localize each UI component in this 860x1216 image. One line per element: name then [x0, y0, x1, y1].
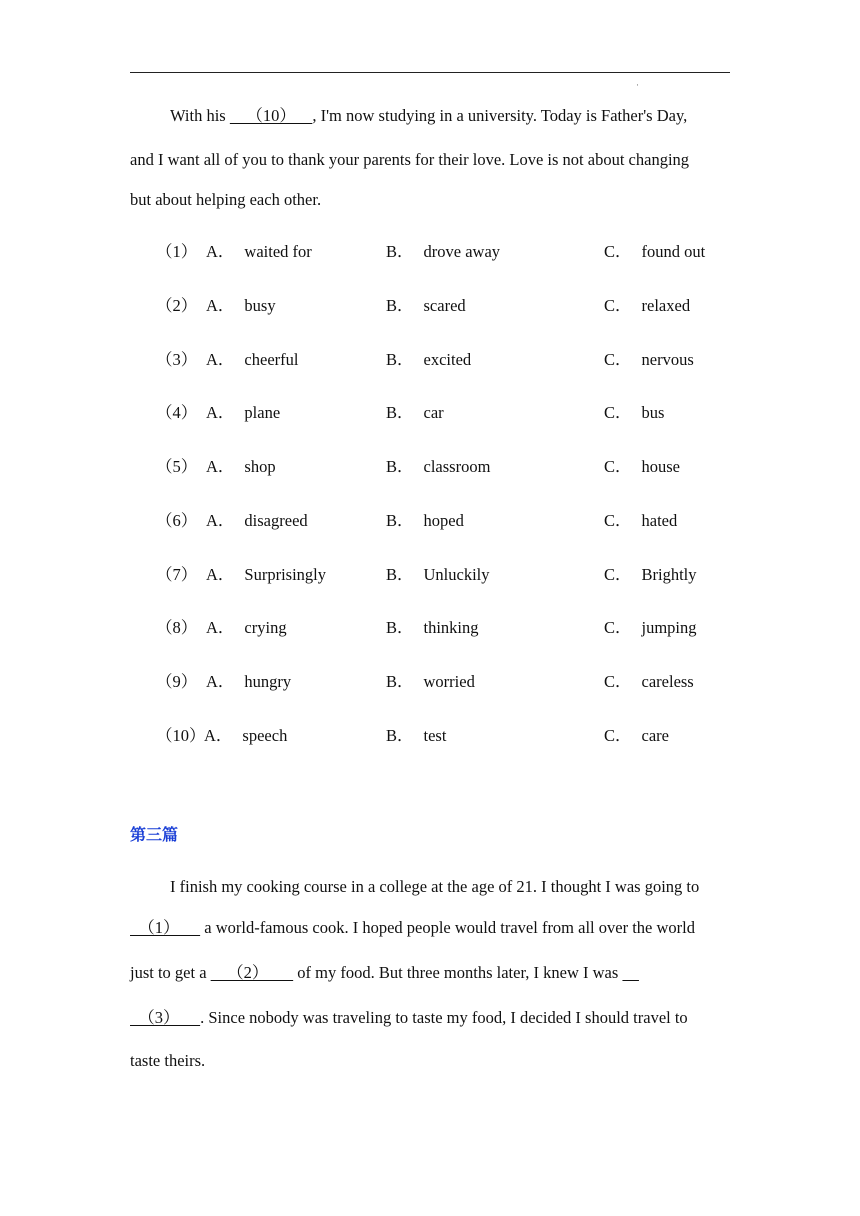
- option-a: [206, 346, 298, 370]
- option-b: [386, 507, 464, 531]
- blank-2: （2）: [210, 963, 294, 982]
- option-c: [604, 399, 664, 423]
- option-row: [156, 722, 736, 744]
- option-c: [604, 346, 694, 370]
- blank-10: （10）: [229, 106, 313, 125]
- section3-line2-post: a world-famous cook. I hoped people would travel from all over the world: [200, 918, 695, 937]
- option-b: [386, 668, 475, 692]
- section3-line3: [130, 962, 730, 984]
- option-row: [156, 238, 736, 260]
- option-letter: A．: [206, 457, 235, 476]
- option-c-text: care: [641, 726, 669, 745]
- option-letter: C．: [604, 242, 632, 261]
- option-row: [156, 292, 736, 314]
- header-rule: [130, 72, 730, 73]
- question-number: （7）: [156, 565, 198, 584]
- header-dot: ·: [636, 80, 639, 90]
- option-c-text: jumping: [641, 618, 697, 637]
- option-c: [604, 722, 669, 746]
- option-a: [206, 292, 276, 316]
- question-number: （2）: [156, 296, 198, 315]
- option-letter: B．: [386, 511, 414, 530]
- option-letter: C．: [604, 457, 632, 476]
- option-b-text: Unluckily: [423, 565, 490, 584]
- option-row: [156, 507, 736, 529]
- passage2-line1: [170, 105, 770, 127]
- option-letter: B．: [386, 296, 414, 315]
- option-c: [604, 292, 690, 316]
- option-b: [386, 453, 490, 477]
- option-a: [206, 238, 312, 262]
- option-c-text: relaxed: [641, 296, 691, 315]
- option-a-text: disagreed: [244, 511, 308, 530]
- option-a-text: plane: [244, 403, 281, 422]
- option-letter: C．: [604, 672, 632, 691]
- option-a: [206, 507, 308, 531]
- option-c: [604, 668, 694, 692]
- option-b-text: worried: [423, 672, 475, 691]
- question-number: （5）: [156, 457, 198, 476]
- option-a: [206, 399, 280, 423]
- question-number: （8）: [156, 618, 198, 637]
- section3-line2: [130, 917, 730, 939]
- option-row: [156, 399, 736, 421]
- option-letter: A．: [206, 296, 235, 315]
- option-a: [206, 668, 291, 692]
- option-c-text: house: [641, 457, 681, 476]
- passage2-line1-pre: With his: [170, 106, 230, 125]
- section3-line1: I finish my cooking course in a college at the age of 21. I thought I was going to: [170, 877, 700, 896]
- passage2-line2: and I want all of you to thank your parents for their love. Love is not about changing: [130, 150, 690, 169]
- option-b-text: thinking: [423, 618, 479, 637]
- option-c-text: found out: [641, 242, 706, 261]
- option-letter: A．: [204, 726, 233, 745]
- option-b: [386, 399, 444, 423]
- option-b-text: drove away: [423, 242, 501, 261]
- option-letter: A．: [206, 511, 235, 530]
- section3-line4-post: . Since nobody was traveling to taste my food, I decided I should travel to: [200, 1008, 688, 1027]
- option-b: [386, 561, 490, 585]
- option-letter: B．: [386, 242, 414, 261]
- option-row: [156, 453, 736, 475]
- option-c: [604, 453, 680, 477]
- option-row: [156, 614, 736, 636]
- option-a: [206, 561, 326, 585]
- option-letter: A．: [206, 242, 235, 261]
- option-c-text: careless: [641, 672, 694, 691]
- option-b-text: hoped: [423, 511, 464, 530]
- question-number: （1）: [156, 242, 198, 261]
- option-a-text: crying: [244, 618, 287, 637]
- option-letter: C．: [604, 565, 632, 584]
- option-a-text: speech: [242, 726, 288, 745]
- option-c: [604, 561, 697, 585]
- passage2-line3: but about helping each other.: [130, 190, 322, 209]
- option-letter: C．: [604, 296, 632, 315]
- option-a-text: cheerful: [244, 350, 299, 369]
- option-letter: B．: [386, 672, 414, 691]
- option-b: [386, 238, 500, 262]
- option-letter: B．: [386, 350, 414, 369]
- option-letter: C．: [604, 618, 632, 637]
- option-letter: C．: [604, 726, 632, 745]
- option-b-text: excited: [423, 350, 472, 369]
- section3-line3-post: of my food. But three months later, I knew I was: [293, 963, 623, 982]
- section3-line3-pre: just to get a: [130, 963, 211, 982]
- option-letter: C．: [604, 403, 632, 422]
- option-b-text: classroom: [423, 457, 491, 476]
- option-a-text: shop: [244, 457, 276, 476]
- option-b-text: scared: [423, 296, 466, 315]
- passage2-line1-post: , I'm now studying in a university. Today is Father's Day,: [312, 106, 688, 125]
- option-row: [156, 561, 736, 583]
- section3-line4: [130, 1007, 730, 1029]
- option-c-text: hated: [641, 511, 678, 530]
- section3-line5: taste theirs.: [130, 1051, 206, 1070]
- option-a-text: hungry: [244, 672, 292, 691]
- question-number: （6）: [156, 511, 198, 530]
- option-letter: C．: [604, 511, 632, 530]
- option-a-text: Surprisingly: [244, 565, 327, 584]
- option-c: [604, 238, 705, 262]
- option-c-text: nervous: [641, 350, 694, 369]
- option-letter: A．: [206, 403, 235, 422]
- question-number: （9）: [156, 672, 198, 691]
- option-a: [204, 722, 287, 746]
- option-letter: A．: [206, 618, 235, 637]
- option-b: [386, 722, 446, 746]
- option-a: [206, 614, 287, 638]
- option-a-text: busy: [244, 296, 276, 315]
- option-letter: A．: [206, 565, 235, 584]
- option-letter: A．: [206, 350, 235, 369]
- option-letter: B．: [386, 618, 414, 637]
- section-title: 第三篇: [130, 825, 179, 844]
- blank-3: （3）: [130, 1008, 201, 1027]
- option-c: [604, 614, 697, 638]
- blank-1: （1）: [130, 918, 201, 937]
- option-letter: B．: [386, 565, 414, 584]
- option-b: [386, 346, 471, 370]
- option-row: [156, 346, 736, 368]
- option-letter: C．: [604, 350, 632, 369]
- option-c-text: bus: [641, 403, 665, 422]
- option-a-text: waited for: [244, 242, 312, 261]
- option-letter: B．: [386, 403, 414, 422]
- option-letter: A．: [206, 672, 235, 691]
- option-b: [386, 614, 479, 638]
- option-b-text: test: [423, 726, 447, 745]
- option-c-text: Brightly: [641, 565, 697, 584]
- option-letter: B．: [386, 457, 414, 476]
- option-b-text: car: [423, 403, 444, 422]
- question-number: （4）: [156, 403, 198, 422]
- option-row: [156, 668, 736, 690]
- option-a: [206, 453, 276, 477]
- option-b: [386, 292, 466, 316]
- question-number: （10）: [156, 726, 206, 745]
- option-c: [604, 507, 677, 531]
- question-number: （3）: [156, 350, 198, 369]
- option-letter: B．: [386, 726, 414, 745]
- blank-3-start: [622, 963, 639, 982]
